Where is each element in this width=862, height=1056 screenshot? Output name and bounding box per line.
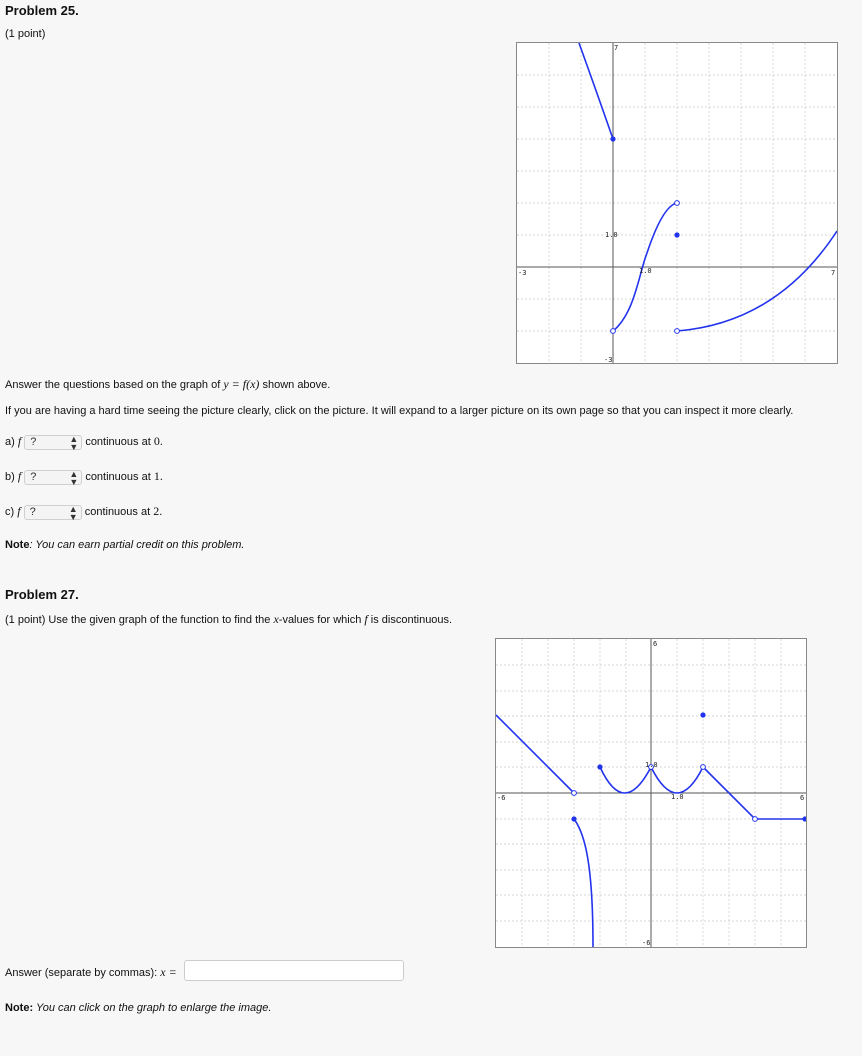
axis-label-right: 6 — [800, 794, 805, 802]
axis-label-bottom: -6 — [642, 939, 651, 947]
question-suffix: shown above. — [259, 379, 331, 391]
part-label: b) — [5, 471, 15, 483]
note-text: : You can earn partial credit on this problem. — [29, 539, 245, 551]
x-unit-label: 1.0 — [639, 267, 652, 275]
part-label: a) — [5, 436, 15, 448]
open-point — [572, 791, 577, 796]
note-27 — [5, 1002, 271, 1014]
answer-label-text: Answer (separate by commas): — [5, 967, 161, 979]
function-symbol: f — [17, 504, 21, 518]
open-point — [675, 329, 680, 334]
continuity-select-b[interactable] — [24, 470, 82, 485]
closed-point — [674, 232, 679, 237]
note-text: You can click on the graph to enlarge the image. — [33, 1002, 272, 1014]
intro-suffix: is discontinuous. — [367, 614, 453, 626]
y-unit-label: 1.0 — [645, 761, 658, 769]
open-point — [701, 765, 706, 770]
note-label: Note — [5, 539, 30, 551]
select-value: ? — [30, 435, 37, 448]
problem-25-points: (1 point) — [5, 28, 46, 40]
closed-point — [802, 816, 806, 821]
part-b — [5, 469, 163, 485]
y-unit-label: 1.0 — [605, 231, 618, 239]
note-25 — [5, 539, 245, 551]
x-unit-label: 1.0 — [671, 793, 684, 801]
curve-segment-2 — [574, 819, 593, 947]
axis-label-top: 7 — [614, 44, 619, 52]
intro-prefix: (1 point) Use the given graph of the function to find the — [5, 614, 274, 626]
problem-27-title: Problem 27. — [5, 587, 79, 602]
part-number: 2. — [153, 504, 163, 518]
axis-label-top: 6 — [653, 640, 658, 648]
intro-f: f — [364, 612, 368, 626]
curve-segment-right — [677, 231, 837, 331]
part-c — [5, 504, 162, 520]
part-text: continuous at — [84, 506, 154, 518]
function-symbol: f — [17, 434, 22, 448]
select-arrows-icon: ▲ ▼ — [69, 433, 79, 452]
hint-text: If you are having a hard time seeing the picture clearly, click on the picture. It will expand to a larger picture on its own page so that you can inspect it more clearly. — [5, 405, 794, 417]
axis-label-bottom: -3 — [604, 356, 613, 363]
problem-25-title: Problem 25. — [5, 3, 79, 18]
intro-x: x — [273, 612, 279, 626]
curve-segment-1 — [496, 715, 574, 793]
open-point — [675, 201, 680, 206]
graph-problem-25[interactable] — [516, 42, 838, 364]
closed-point — [700, 712, 705, 717]
axis-label-right: 7 — [831, 269, 836, 277]
select-arrows-icon: ▲ ▼ — [69, 468, 79, 487]
graph-problem-27[interactable] — [495, 638, 807, 948]
continuity-select-c[interactable] — [24, 505, 82, 520]
question-math: y = f(x) — [223, 377, 260, 391]
curve-segment-left — [579, 43, 613, 139]
axis-label-left: -6 — [497, 794, 506, 802]
answer-input[interactable] — [184, 960, 404, 981]
open-point — [611, 329, 616, 334]
continuity-select-a[interactable] — [24, 435, 82, 450]
select-arrows-icon: ▲ ▼ — [68, 503, 78, 522]
part-text: continuous at — [85, 436, 154, 448]
part-number: 1. — [153, 469, 163, 483]
part-label: c) — [5, 506, 15, 518]
note-label: Note: — [5, 1002, 34, 1014]
closed-point — [597, 764, 602, 769]
part-number: 0. — [153, 434, 163, 448]
curve-segment-3 — [600, 767, 651, 793]
part-a — [5, 434, 163, 450]
open-point — [753, 817, 758, 822]
problem-27-intro — [5, 612, 452, 627]
answer-label — [5, 965, 177, 980]
question-prefix: Answer the questions based on the graph of — [5, 379, 224, 391]
select-value: ? — [30, 470, 37, 483]
closed-point — [571, 816, 576, 821]
function-symbol: f — [17, 469, 22, 483]
part-text: continuous at — [85, 471, 154, 483]
question-text — [5, 377, 330, 392]
answer-math: x = — [160, 965, 177, 979]
intro-mid: -values for which — [278, 614, 365, 626]
closed-point — [610, 136, 615, 141]
axis-label-left: -3 — [518, 269, 527, 277]
select-value: ? — [29, 505, 36, 518]
